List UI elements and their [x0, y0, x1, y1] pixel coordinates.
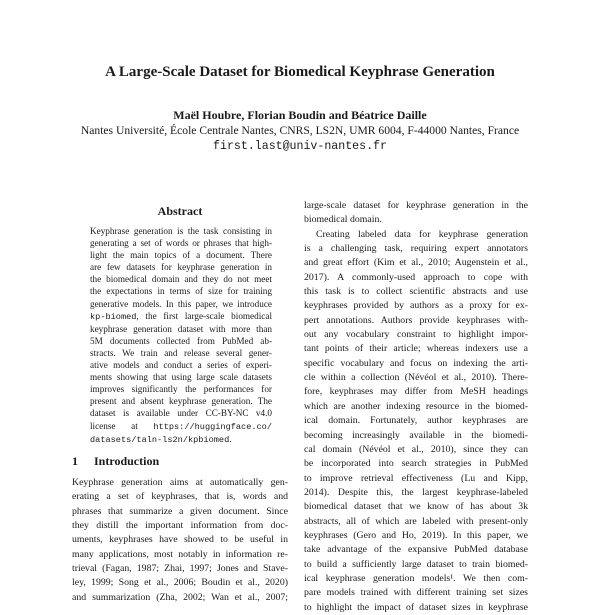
text-line: to highlight the impact of dataset sizes in keyphrase — [304, 601, 528, 613]
text-line: this task is to collect scientific abstracts and use — [304, 286, 528, 298]
text-line: keyphrase generation dataset with more than — [90, 323, 272, 334]
text-line: they distill the important information from doc- — [72, 520, 288, 532]
text-line: trieval (Fagan, 1987; Zhai, 1997; Jones and Stave- — [72, 563, 288, 575]
text-line: datasets/taln-ls2n/kpbiomed. — [90, 433, 232, 445]
text-line: and great effort (Kim et al., 2010; Augenstein et al., — [304, 257, 528, 269]
text-line: becoming increasingly available in the biomedi- — [304, 429, 528, 441]
text-line: kp-biomed, the first large-scale biomedical — [90, 310, 272, 322]
code-text: kp-biomed — [90, 311, 137, 322]
text-line: to improve retrieval effectiveness (Lu and Kipp, — [304, 472, 528, 484]
text-line: be incorporated into search strategies in PubMed — [304, 458, 528, 470]
text-line: Keyphrase generation aims at automatically gen- — [72, 477, 288, 488]
text-line: are few datasets for keyphrase generation in — [90, 262, 272, 273]
text-line: improves significantly the performances for — [90, 384, 272, 395]
text-line: ical domain. Fortunately, author keyphrases are — [304, 415, 528, 427]
text-line: dataset is available under CC-BY-NC v4.0 — [90, 408, 272, 419]
section-number: 1 — [72, 454, 78, 468]
text-line: which are another indexing resource in the biomed- — [304, 400, 528, 412]
abstract-body — [90, 225, 272, 446]
text-line: Keyphrase generation is the task consisting in — [90, 226, 272, 236]
affiliation: Nantes Université, École Centrale Nantes, CNRS, LS2N, UMR 6004, F-44000 Nantes, France — [80, 124, 520, 137]
text-line: erating a set of keyphrases, that is, words and — [72, 491, 288, 503]
text-line: out any vocabulary constraint to highlight impor- — [304, 329, 528, 341]
text-line: ley, 1999; Song et al., 2006; Boudin et al., 2020) — [72, 577, 288, 589]
text-line: ments showing that using large scale datasets — [90, 372, 272, 383]
text-line: take advantage of the expansive PubMed database — [304, 544, 528, 556]
abstract-heading: Abstract — [157, 204, 203, 218]
email: first.last@univ-nantes.fr — [213, 140, 387, 153]
code-text: https://huggingface.co/ — [153, 421, 272, 432]
text-line: Creating labeled data for keyphrase generation — [316, 228, 528, 240]
text-line: cle within a collection (Névéol et al., 2010). There- — [304, 372, 528, 384]
text-line: license at https://huggingface.co/ — [90, 420, 272, 432]
text-line: pare models trained with different training set sizes — [304, 587, 528, 599]
text-line: 2014). Despite this, the largest keyphrase-labeled — [304, 486, 528, 498]
text-line: the biomedical domain and they do not meet — [90, 274, 272, 285]
text-line: tant points of their article; whereas indexers use a — [304, 343, 528, 355]
code-text: datasets/taln-ls2n/kpbiomed — [90, 434, 230, 445]
text-line: generating a set of words or phrases that high- — [90, 238, 272, 249]
text-line: 2017). A commonly-used approach to cope with — [304, 271, 528, 283]
text-line: ical keyphrase generation models¹. We then com- — [304, 572, 528, 584]
text-line: pert annotations. Authors provide keyphrases with- — [304, 314, 528, 326]
text-line: to build a sufficiently large dataset to train biomed- — [304, 558, 528, 570]
text-line: biomedical domain. — [304, 214, 382, 226]
paper-title: A Large-Scale Dataset for Biomedical Keyphrase Generation — [105, 64, 495, 80]
introduction-right-column — [304, 199, 528, 615]
text-line: specific vocabulary and focus on indexing the arti- — [304, 357, 528, 369]
text-line: abstracts, all of which are labeled with present-only — [304, 515, 528, 527]
authors: Maël Houbre, Florian Boudin and Béatrice Daille — [173, 108, 427, 122]
section-title: Introduction — [94, 454, 160, 468]
section-heading-introduction — [72, 454, 159, 469]
text-line: cal domain (Névéol et al., 2010), since they can — [304, 443, 528, 455]
text-line: and summarization (Zha, 2002; Wan et al., 2007; — [72, 591, 288, 603]
text-line: large-scale dataset for keyphrase generation in the — [304, 200, 528, 211]
text-line: fore, keyphrases may differ from MeSH headings — [304, 386, 528, 398]
text-line: is a challenging task, requiring expert annotators — [304, 243, 528, 255]
text-line: the expectations in terms of size for training — [90, 286, 272, 297]
text-line: keyphrases provided by authors as a proxy for ex- — [304, 300, 528, 312]
text-line: stracts. We train and release several gener- — [90, 347, 272, 358]
text-line: biomedical dataset that we know of has about 3k — [304, 501, 528, 513]
introduction-left-column — [72, 476, 288, 605]
text-line: present and absent keyphrase generation. The — [90, 396, 272, 407]
text-line: light the main topics of a document. There — [90, 250, 272, 261]
text-line: uments, keyphrases have showed to be useful in — [72, 534, 288, 546]
text-line: keyphrases (Gero and Ho, 2019). In this paper, we — [304, 529, 528, 541]
text-line: many applications, most notably in information re- — [72, 548, 288, 560]
text-line: phrases that summarize a given document. Since — [72, 505, 288, 517]
text-line: 5M documents collected from PubMed ab- — [90, 335, 272, 346]
text-line: generative models. In this paper, we introduce — [90, 298, 272, 309]
text-line: ative models and conduct a series of experi- — [90, 360, 272, 371]
